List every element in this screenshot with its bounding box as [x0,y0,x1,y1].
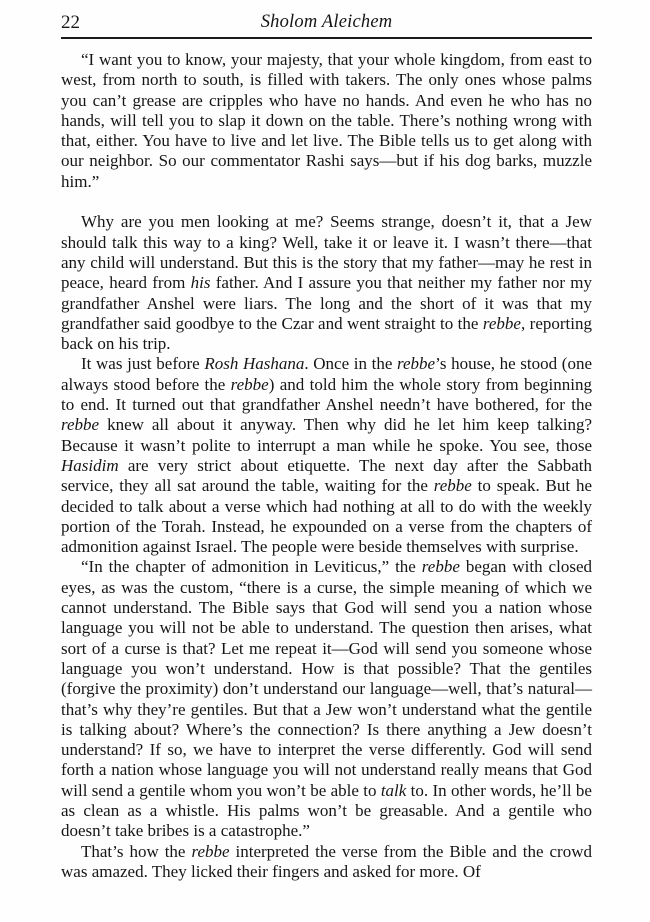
text-segment: That’s how the [81,841,192,861]
text-segment: . Once in the [304,354,398,374]
text-segment: ) and told him the whole story from beginning to end. It turned out that grandfather Anshel needn’t have bothered, for the [61,374,592,415]
text-segment: “In the chapter of admonition in Leviticus,” the [81,557,422,577]
paragraph [61,557,592,841]
italic-text-segment: talk [380,780,407,800]
text-segment: to. In other words, he’ll be as clean as a whistle. His palms won’t be greasable. And a gentile who doesn’t take bribes is a catastrophe.” [61,780,592,841]
paragraphs [61,50,592,882]
italic-text-segment: rebbe [421,557,460,577]
italic-text-segment: rebbe [61,415,100,435]
paragraph [61,842,592,883]
italic-text-segment: Hasidim [61,455,119,475]
italic-text-segment: his [190,273,211,293]
text-segment: to speak. But he decided to talk about a verse which had nothing at all to do with the weekly portion of the Torah. Instead, he expounded on a verse from the chapters of admonition against Israel. The people were beside themselves with surprise. [61,476,592,557]
text-segment: interpreted the verse from the Bible and the crowd was amazed. They licked their fingers and asked for more. Of [61,841,592,881]
italic-text-segment: rebbe [230,374,269,394]
paragraph [61,212,592,354]
text-segment: Why are you men looking at me? Seems strange, doesn’t it, that a Jew should talk this way to a king? Well, take it or leave it. I wasn’t there—that any child will understand. But this is the story that my father—may he rest in peace, heard from [61,212,592,293]
header-rule [61,37,592,39]
paragraph [61,354,592,557]
page-content [61,12,592,882]
text-segment: began with closed eyes, as was the custom, “there is a curse, the simple meaning of which we cannot understand. The Bible says that God will send you a nation whose language you will not be able to understand. The question then arises, what sort of a curse is that? Let me repeat it—God will send you someone whose language you won’t understand. How is that possible? That the gentiles (forgive the proximity) don’t understand our language—well, that’s natural—that’s why they’re gentiles. But that a Jew won’t understand what the gentile is talking about? Where’s the connection? Is there anything a Jew doesn’t understand? If so, we have to interpret the verse differently. God will send forth a nation whose language you will not understand really means that God will send a gentile whom you won’t be able to [61,557,592,800]
text-segment: knew all about it anyway. Then why did he let him keep talking? Because it wasn’t polite to interrupt a man while he spoke. You see, those [61,415,592,455]
italic-text-segment: rebbe [433,476,472,496]
text-segment: , reporting back on his trip. [61,313,592,354]
text-segment: “I want you to know, your majesty, that your whole kingdom, from east to west, from north to south, is filled with takers. The only ones whose palms you can’t grease are cripples who have no hands. And even he who has no hands, will tell you to slap it down on the table. There’s nothing wrong with that, either. You have to live and let live. The Bible tells us to get along with our neighbor. So our commentator Rashi says—but if his dog barks, muzzle him.” [61,50,592,191]
page-header [61,12,592,33]
text-segment: are very strict about etiquette. The next day after the Sabbath service, they all sat around the table, waiting for the [61,455,592,496]
text-segment: It was just before [81,354,205,374]
running-head: Sholom Aleichem [260,12,393,32]
italic-text-segment: rebbe [191,841,230,861]
text-segment: father. And I assure you that neither my father nor my grandfather Anshel were liars. The long and the short of it was that my grandfather said goodbye to the Czar and went straight to the [61,273,592,333]
italic-text-segment: rebbe [397,354,436,374]
italic-text-segment: Rosh Hashana [204,354,305,374]
page-number: 22 [61,12,80,33]
paragraph [61,50,592,192]
text-segment: ’s house, he stood (one always stood before the [61,354,592,394]
italic-text-segment: rebbe [482,313,521,333]
